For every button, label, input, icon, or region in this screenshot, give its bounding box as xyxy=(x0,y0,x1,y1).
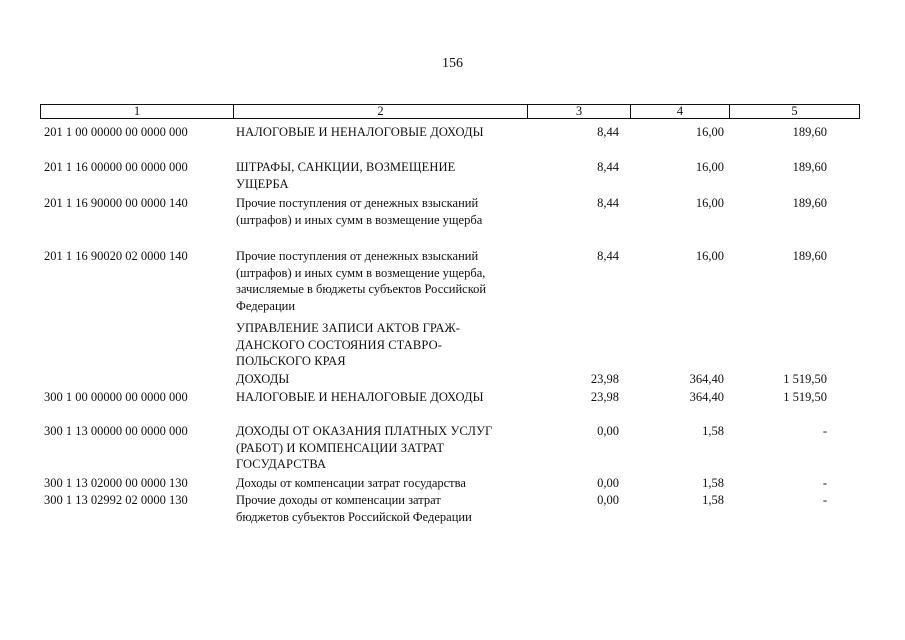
value-col-4: 16,00 xyxy=(695,196,724,210)
revenue-name-line: ДОХОДЫ xyxy=(236,372,290,386)
budget-code: 201 1 16 00000 00 0000 000 xyxy=(44,160,188,174)
revenue-name-line: УЩЕРБА xyxy=(236,176,289,191)
value-col-5: 1 519,50 xyxy=(783,390,827,404)
revenue-name-line: Прочие поступления от денежных взысканий xyxy=(236,249,479,263)
revenue-name xyxy=(236,248,526,314)
value-col-4: 1,58 xyxy=(702,424,724,438)
revenue-name-line: ШТРАФЫ, САНКЦИИ, ВОЗМЕЩЕНИЕ xyxy=(236,160,456,174)
value-col-3: 23,98 xyxy=(590,390,619,404)
value-col-5: 1 519,50 xyxy=(783,372,827,386)
value-col-3: 8,44 xyxy=(597,196,619,210)
table-header xyxy=(40,104,860,119)
value-col-5: 189,60 xyxy=(792,160,827,174)
value-col-4: 364,40 xyxy=(689,390,724,404)
column-header-1: 1 xyxy=(41,105,234,118)
revenue-name-line: НАЛОГОВЫЕ И НЕНАЛОГОВЫЕ ДОХОДЫ xyxy=(236,390,484,404)
column-header-2: 2 xyxy=(234,105,528,118)
revenue-name-line: НАЛОГОВЫЕ И НЕНАЛОГОВЫЕ ДОХОДЫ xyxy=(236,125,484,139)
section-heading-line: ДАНСКОГО СОСТОЯНИЯ СТАВРО- xyxy=(236,337,442,352)
value-col-5: 189,60 xyxy=(792,196,827,210)
value-col-3: 0,00 xyxy=(597,493,619,507)
revenue-name-line: Прочие доходы от компенсации затрат xyxy=(236,493,441,507)
value-col-5: - xyxy=(822,493,827,507)
budget-code: 201 1 00 00000 00 0000 000 xyxy=(44,125,188,139)
value-col-4: 16,00 xyxy=(695,125,724,139)
section-heading-line: ПОЛЬСКОГО КРАЯ xyxy=(236,354,346,368)
revenue-name xyxy=(236,159,526,192)
revenue-name xyxy=(236,423,526,473)
budget-code: 300 1 13 02992 02 0000 130 xyxy=(44,493,188,507)
budget-code: 300 1 13 00000 00 0000 000 xyxy=(44,424,188,438)
value-col-3: 0,00 xyxy=(597,424,619,438)
revenue-name-line: (РАБОТ) И КОМПЕНСАЦИИ ЗАТРАТ xyxy=(236,440,445,455)
value-col-4: 1,58 xyxy=(702,476,724,490)
budget-code: 300 1 00 00000 00 0000 000 xyxy=(44,390,188,404)
budget-code: 201 1 16 90020 02 0000 140 xyxy=(44,249,188,263)
value-col-5: 189,60 xyxy=(792,249,827,263)
revenue-name-line: Доходы от компенсации затрат государства xyxy=(236,476,466,490)
column-header-4: 4 xyxy=(631,105,730,118)
section-heading-line: УПРАВЛЕНИЕ ЗАПИСИ АКТОВ ГРАЖ- xyxy=(236,321,461,335)
value-col-4: 16,00 xyxy=(695,160,724,174)
revenue-name-line: (штрафов) и иных сумм в возмещение ущерба, xyxy=(236,265,486,280)
column-header-5: 5 xyxy=(791,104,798,118)
revenue-name xyxy=(236,124,526,141)
revenue-name-line: Прочие поступления от денежных взысканий xyxy=(236,196,479,210)
revenue-name-line: Федерации xyxy=(236,298,296,313)
revenue-name xyxy=(236,195,526,228)
page-number: 156 xyxy=(442,56,463,71)
revenue-name xyxy=(236,475,526,492)
value-col-4: 16,00 xyxy=(695,249,724,263)
revenue-name-line: (штрафов) и иных сумм в возмещение ущерба xyxy=(236,212,483,227)
section-heading xyxy=(236,320,526,370)
revenue-name xyxy=(236,492,526,525)
column-header-3: 3 xyxy=(528,105,631,118)
revenue-name xyxy=(236,389,526,406)
value-col-3: 23,98 xyxy=(590,372,619,386)
value-col-5: - xyxy=(822,424,827,438)
budget-code: 201 1 16 90000 00 0000 140 xyxy=(44,196,188,210)
value-col-3: 8,44 xyxy=(597,160,619,174)
revenue-name-line: бюджетов субъектов Российской Федерации xyxy=(236,509,472,524)
revenue-name-line: ДОХОДЫ ОТ ОКАЗАНИЯ ПЛАТНЫХ УСЛУГ xyxy=(236,424,493,438)
revenue-name-line: ГОСУДАРСТВА xyxy=(236,457,327,471)
value-col-3: 8,44 xyxy=(597,125,619,139)
value-col-5: - xyxy=(822,476,827,490)
value-col-4: 1,58 xyxy=(702,493,724,507)
value-col-3: 0,00 xyxy=(597,476,619,490)
revenue-name-line: зачисляемые в бюджеты субъектов Российской xyxy=(236,282,487,296)
value-col-3: 8,44 xyxy=(597,249,619,263)
value-col-4: 364,40 xyxy=(689,372,724,386)
budget-code: 300 1 13 02000 00 0000 130 xyxy=(44,476,188,490)
revenue-name xyxy=(236,371,526,388)
value-col-5: 189,60 xyxy=(792,125,827,139)
